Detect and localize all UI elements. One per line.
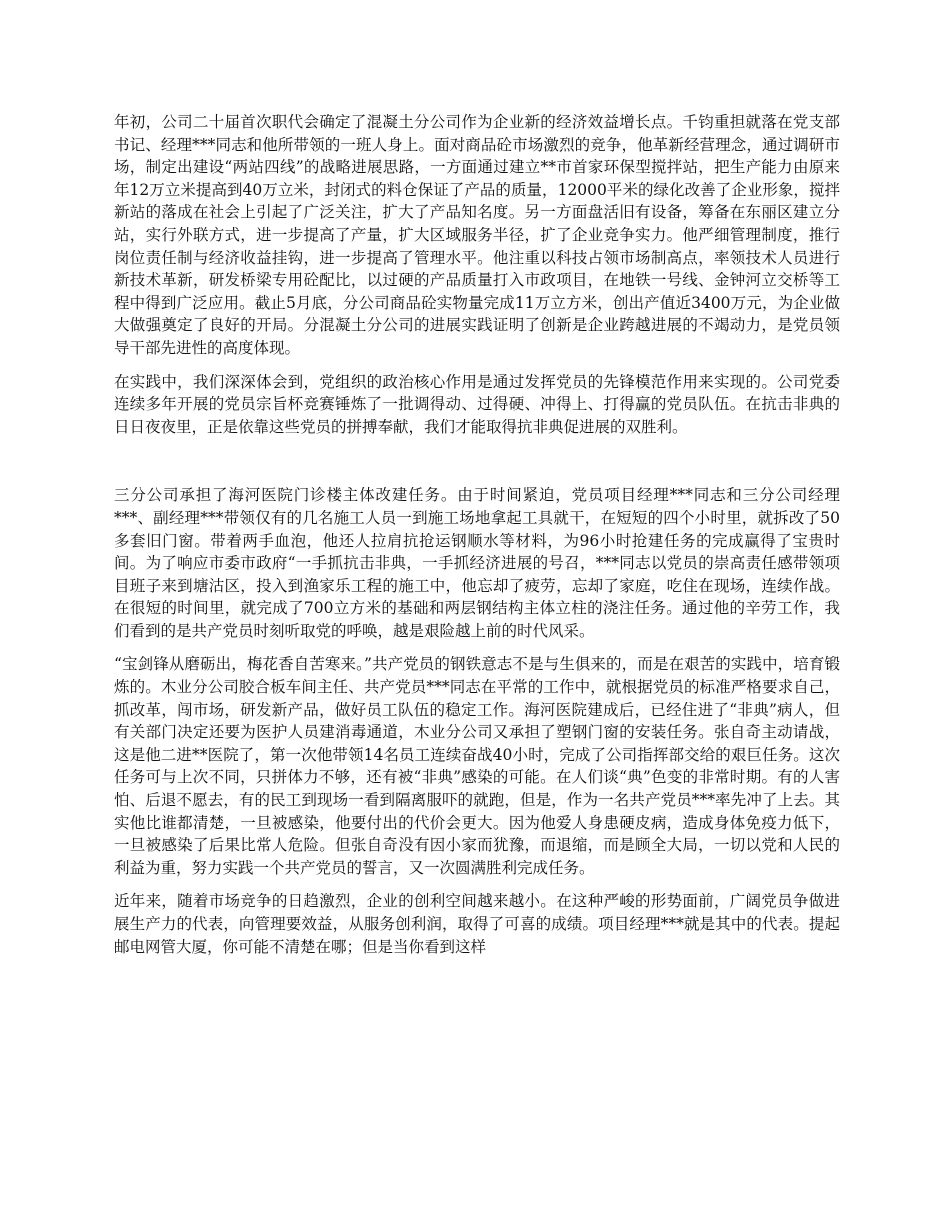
paragraph-4: “宝剑锋从磨砺出，梅花香自苦寒来。”共产党员的钢铁意志不是与生俱来的，而是在艰苦的实践中，培育锻炼的。木业分公司胶合板车间主任、共产党员***同志在平常的工作中，就根据党员的标准严格要求自己，抓改革，闯市场，研发新产品，做好员工队伍的稳定工作。海河医院建成后，已经住进了“非典”病人，但有关部门决定还要为医护人员建消毒通道，木业分公司又承担了塑钢门窗的安装任务。张自奇主动请战，这是他二进**医院了，第一次他带领14名员工连续奋战40小时，完成了公司指挥部交给的艰巨任务。这次任务可与上次不同，只拼体力不够，还有被“非典”感染的可能。在人们谈“典”色变的非常时期。有的人害怕、后退不愿去，有的民工到现场一看到隔离服吓的就跑，但是，作为一名共产党员***率先冲了上去。其实他比谁都清楚，一旦被感染，他要付出的代价会更大。因为他爱人身患硬皮病，造成身体免疫力低下，一旦被感染了后果比常人危险。但张自奇没有因小家而犹豫，而退缩，而是顾全大局，一切以党和人民的利益为重，努力实践一个共产党员的誓言，又一次圆满胜利完成任务。 xyxy=(114,655,840,877)
paragraph-1: 年初，公司二十届首次职代会确定了混凝土分公司作为企业新的经济效益增长点。千钧重担就落在党支部书记、经理***同志和他所带领的一班人身上。面对商品砼市场激烈的竞争，他革新经营理念，通过调研市场，制定出建设“两站四线”的战略进展思路，一方面通过建立**市首家环保型搅拌站，把生产能力由原来年12万立米提高到40万立米，封闭式的料仓保证了产品的质量，12000平米的绿化改善了企业形象，搅拌新站的落成在社会上引起了广泛关注，扩大了产品知名度。另一方面盘活旧有设备，筹备在东丽区建立分站，实行外联方式，进一步提高了产量，扩大区域服务半径，扩了企业竞争实力。他严细管理制度，推行岗位责任制与经济收益挂钩，进一步提高了管理水平。他注重以科技占领市场制高点，率领技术人员进行新技术革新，研发桥梁专用砼配比，以过硬的产品质量打入市政项目，在地铁一号线、金钟河立交桥等工程中得到广泛应用。截止5月底，分公司商品砼实物量完成11万立方米，创出产值近3400万元，为企业做大做强奠定了良好的开局。分混凝土分公司的进展实践证明了创新是企业跨越进展的不竭动力，是党员领导干部先进性的高度体现。 xyxy=(114,113,840,357)
paragraph-5: 近年来，随着市场竞争的日趋激烈，企业的创利空间越来越小。在这种严峻的形势面前，广阔党员争做进展生产力的代表，向管理要效益，从服务创利润，取得了可喜的成绩。项目经理***就是其中的代表。提起邮电网管大厦，你可能不清楚在哪；但是当你看到这样 xyxy=(114,892,840,956)
paragraph-2: 在实践中，我们深深体会到，党组织的政治核心作用是通过发挥党员的先锋模范作用来实现的。公司党委连续多年开展的党员宗旨杯竞赛锤炼了一批调得动、过得硬、冲得上、打得赢的党员队伍。在抗击非典的日日夜夜里，正是依靠这些党员的拼搏奉献，我们才能取得抗非典促进展的双胜利。 xyxy=(114,372,840,436)
document-body xyxy=(114,111,840,969)
paragraph-3: 三分公司承担了海河医院门诊楼主体改建任务。由于时间紧迫，党员项目经理***同志和三分公司经理***、副经理***带领仅有的几名施工人员一到施工场地拿起工具就干，在短短的四个小时里，就拆改了50多套旧门窗。带着两手血泡，他还人拉肩抗抢运钢顺水等材料，为96小时抢建任务的完成赢得了宝贵时间。为了响应市委市政府“一手抓抗击非典，一手抓经济进展的号召，***同志以党员的崇高责任感带领项目班子来到塘沽区，投入到渔家乐工程的施工中，他忘却了疲劳，忘却了家庭，吃住在现场，连续作战。在很短的时间里，就完成了700立方米的基础和两层钢结构主体立柱的浇注任务。通过他的辛劳工作，我们看到的是共产党员时刻听取党的呼唤，越是艰险越上前的时代风采。 xyxy=(114,486,840,640)
